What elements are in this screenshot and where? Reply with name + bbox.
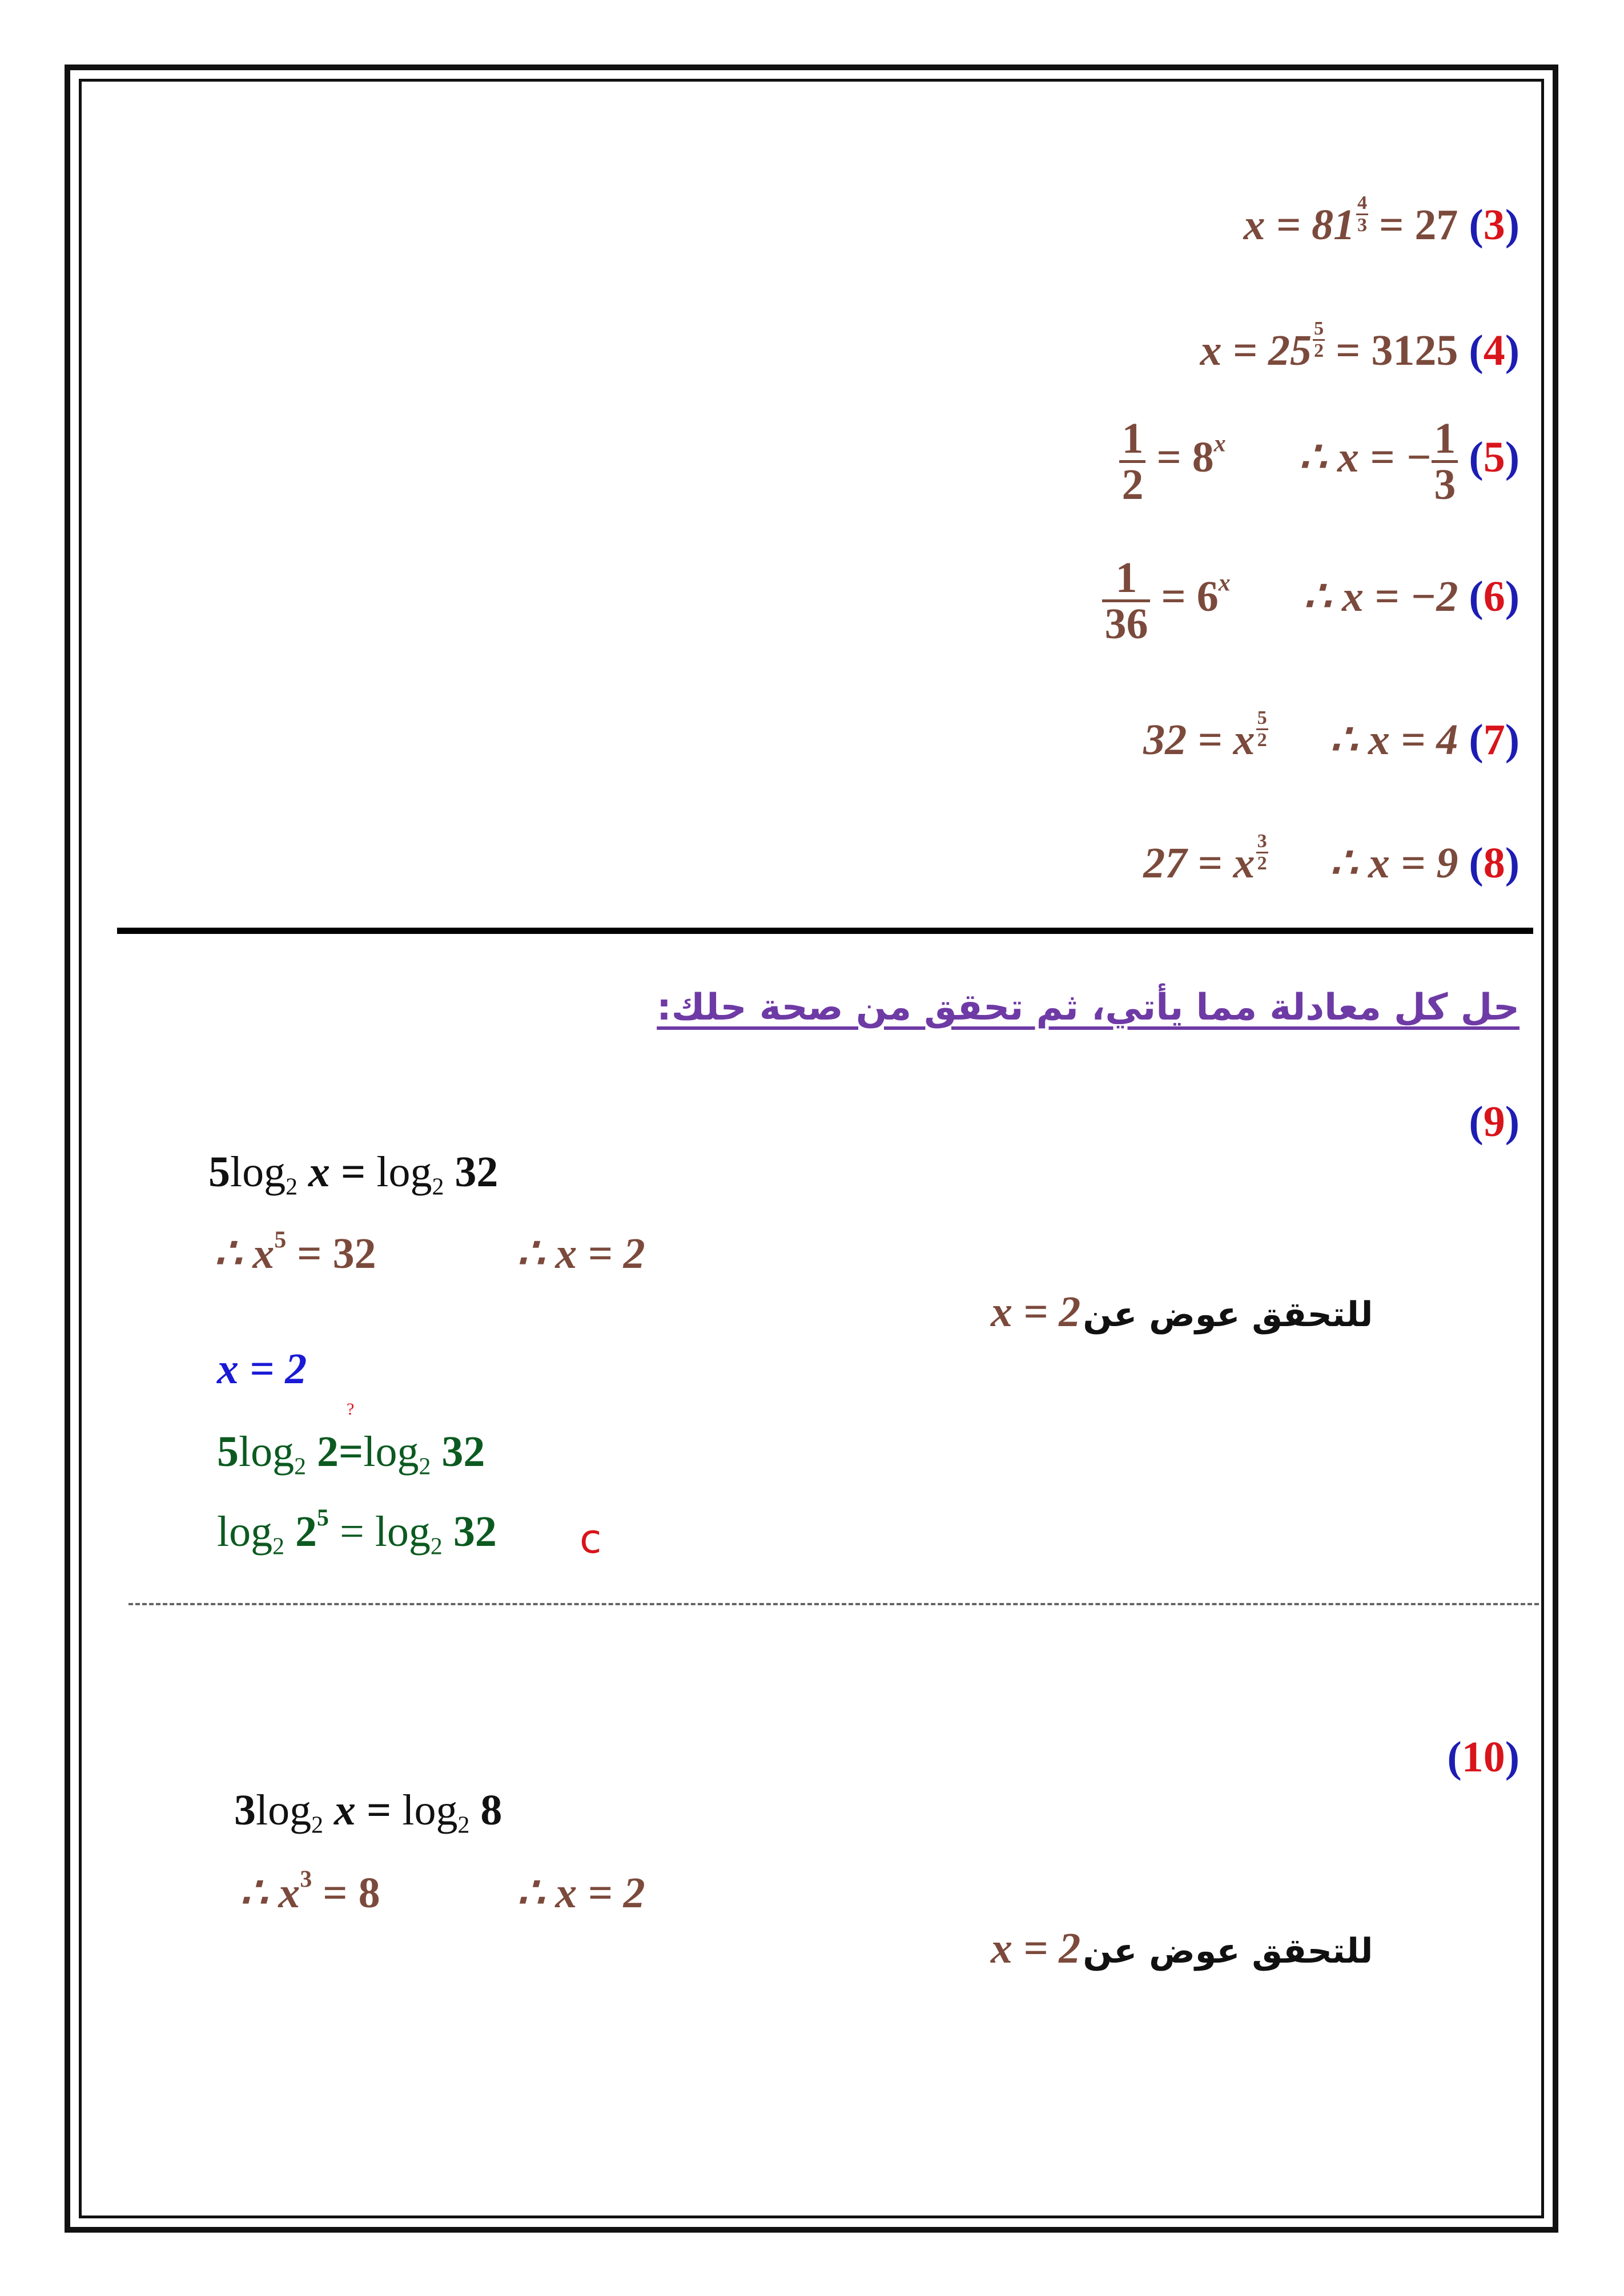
answer-label-7: (7) bbox=[1469, 716, 1520, 764]
problem-10-equation: $3\log_2$ $x = \log_2 8$ bbox=[234, 1786, 503, 1839]
problem-9-step: ∴ $x^5 = 32$ bbox=[214, 1227, 376, 1278]
answer-label-6: (6) bbox=[1469, 572, 1520, 621]
answer-label-4: (4) bbox=[1469, 327, 1520, 374]
fraction: $\frac{1}{36}$ bbox=[1102, 556, 1150, 646]
answer-5: $\frac{1}{2}$ = $8^x$ ∴ x = − $\frac{1}{3}$ (5) bbox=[1119, 417, 1520, 506]
problem-10-solution: ∴ x = 2 bbox=[517, 1869, 645, 1917]
answer-6: $\frac{1}{36}$ = $6^x$ ∴ x = −2 (6) bbox=[1102, 556, 1520, 646]
answer-label-3: (3) bbox=[1469, 201, 1520, 249]
problem-9-equation: $5\log_2$ $x = \log_2 32$ bbox=[208, 1148, 499, 1201]
exponent: $\frac{4}{3}$ bbox=[1357, 192, 1368, 236]
problem-9-verify: $5\log_2$ 2 ? $=\log_2$ 32 bbox=[217, 1400, 485, 1480]
fraction: $\frac{1}{3}$ bbox=[1432, 417, 1458, 506]
problem-10-step: ∴ $x^3 = 8$ bbox=[240, 1866, 380, 1917]
answer-8: 27 = x $\frac{3}{2}$ ∴ x = 9 (8) bbox=[1143, 831, 1520, 887]
exponent: $\frac{3}{2}$ bbox=[1257, 831, 1267, 874]
problem-9-solution: ∴ x = 2 bbox=[517, 1230, 645, 1278]
problem-9-check: x = 2 للتحقق عوض عن bbox=[991, 1288, 1373, 1336]
answer-7: 32 = x $\frac{5}{2}$ ∴ x = 4 (7) bbox=[1143, 707, 1520, 764]
problem-10-check: x = 2 للتحقق عوض عن bbox=[991, 1924, 1373, 1972]
check-mark: c bbox=[580, 1516, 602, 1562]
section-divider bbox=[117, 928, 1533, 934]
answer-label-5: (5) bbox=[1469, 433, 1520, 481]
problem-9-substitution: x = 2 bbox=[217, 1345, 307, 1393]
dashed-separator bbox=[128, 1603, 1539, 1605]
problem-9-final: $\log_2 2^5 = \log_2 32$ bbox=[217, 1505, 497, 1560]
exponent: $\frac{5}{2}$ bbox=[1257, 707, 1267, 751]
answer-label-8: (8) bbox=[1469, 839, 1520, 887]
problem-9-label: (9) bbox=[1469, 1098, 1520, 1146]
answer-4: x = 25 $\frac{5}{2}$ = 3125 (4) bbox=[1200, 318, 1520, 374]
instruction-heading: حل كل معادلة مما يأتي، ثم تحقق من صحة حلك: bbox=[657, 986, 1520, 1029]
exponent: $\frac{5}{2}$ bbox=[1313, 318, 1324, 361]
fraction: $\frac{1}{2}$ bbox=[1119, 417, 1145, 506]
answer-3: x = 81 $\frac{4}{3}$ = 27 (3) bbox=[1243, 192, 1520, 249]
problem-10-label: (10) bbox=[1447, 1733, 1520, 1781]
